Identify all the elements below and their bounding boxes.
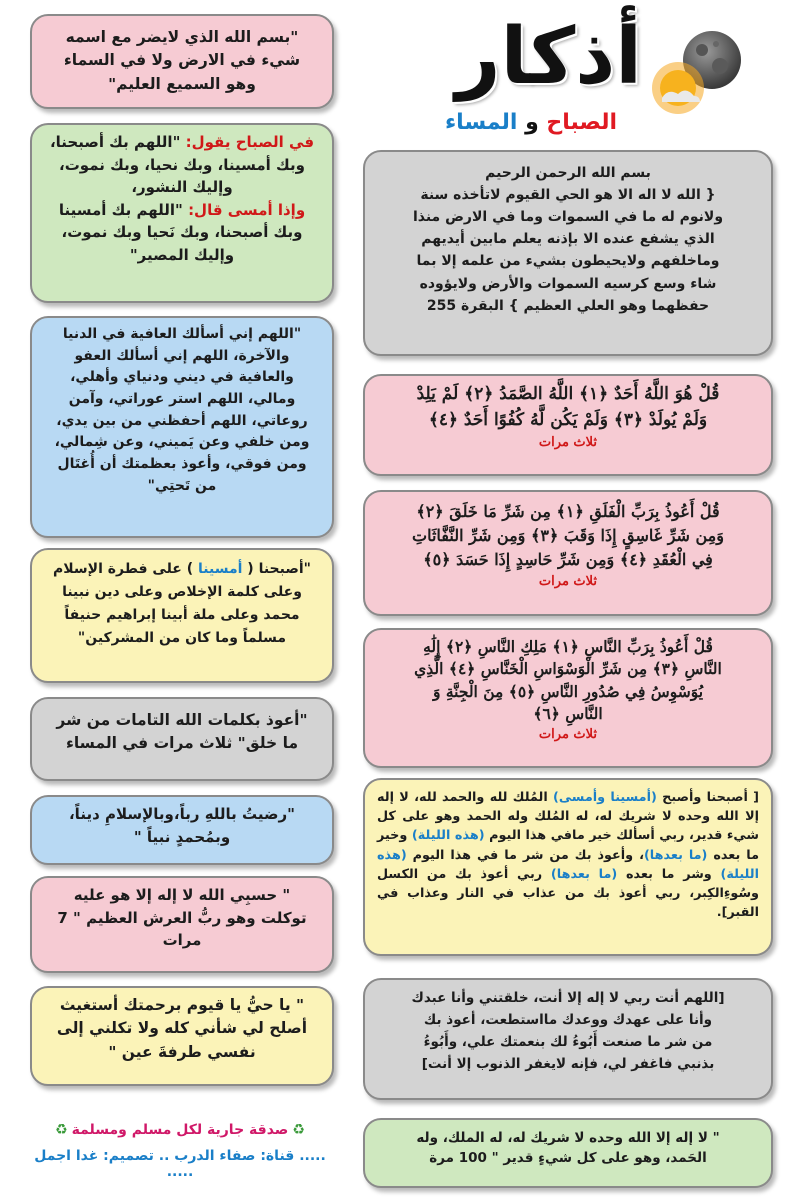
- repeat-count: ثلاث مرات: [538, 574, 598, 589]
- card-line: من تَحتِي": [147, 477, 217, 494]
- dhikr-card-kalimat: [30, 697, 334, 781]
- card-line: قُلْ هُوَ اللَّهُ أَحَدٌ ﴿١﴾ اللَّهُ الصَّمَدُ ﴿٢﴾ لَمْ يَلِدْ: [416, 384, 720, 404]
- dhikr-card-asbahna-mulk: [363, 778, 773, 956]
- dhikr-card-raditu: [30, 795, 334, 865]
- card-line: قُلْ أَعُوذُ بِرَبِّ الْفَلَقِ ﴿١﴾ مِن شَرِّ مَا خَلَقَ ﴿٢﴾: [416, 502, 720, 521]
- recycle-icon: ♻: [292, 1122, 305, 1138]
- card-line: وبمُحمدٍ نبياً ": [133, 827, 231, 846]
- surah-falaq-card: [363, 490, 773, 616]
- card-text: ربي أعوذ بك من الكسل وسُوءِالكِبر، ربي أعوذ بك من عذاب في النار وعذاب في القبر].: [377, 866, 759, 921]
- title-morning: الصباح: [546, 110, 617, 135]
- card-line: وهو السميع العليم": [108, 74, 256, 93]
- card-line: [42, 199, 322, 222]
- highlight-text: (هذه الليلة): [411, 828, 485, 844]
- card-line: روعاتي، اللهم أحفظني من بين يدي،: [56, 412, 308, 429]
- card-line: نفسي طرفةَ عين ": [108, 1042, 256, 1061]
- card-line: [42, 131, 322, 154]
- card-line: أصلح لي شأني كله ولا تكلني إلى: [56, 1019, 308, 1038]
- card-text: "أصبحنا (: [247, 561, 311, 577]
- card-text: وخير ما بعده: [377, 828, 759, 863]
- card-line: والعافية في ديني ودنياي وأهلي،: [70, 369, 294, 386]
- card-line: النَّاسِ ﴿٦﴾: [533, 704, 603, 724]
- card-line: { الله لا اله الا هو الحي القيوم لاتأخذه سنة: [420, 187, 716, 204]
- card-line: محمد وعلى ملة أبينا إبراهيم حنيفاً: [64, 607, 300, 624]
- card-line: فِي الْعُقَدِ ﴿٤﴾ وَمِن شَرِّ حَاسِدٍ إِذَا حَسَدَ ﴿٥﴾: [423, 550, 713, 569]
- highlight-text: (هذه الليلة): [377, 847, 759, 882]
- surah-ikhlas-card: [363, 374, 773, 476]
- page-title: أذكار: [455, 12, 642, 102]
- card-line: [اللهم أنت ربي لا إله إلا أنت، خلقتني وأنا عبدك: [411, 990, 725, 1006]
- card-line: وعلى كلمة الإخلاص وعلى دين نبينا: [62, 584, 302, 601]
- surah-nas-card: [363, 628, 773, 768]
- page-subtitle: [445, 110, 617, 135]
- footer-credits: ..... قناة: صفاء الدرب .. تصميم: غدا اجمل .....: [34, 1148, 326, 1180]
- evening-label: وإذا أمسى قال:: [188, 200, 306, 219]
- card-line: ولانوم له ما في السموات وما في الارض منذا: [412, 209, 724, 226]
- card-text: وشر ما بعده: [617, 866, 721, 882]
- dhikr-card-hasbiya: [30, 876, 334, 973]
- card-line: " لا إله إلا الله وحده لا شريك له، له الملك، وله: [416, 1130, 720, 1146]
- card-text: المُلك لله والحمد لله، لا إله إلا الله وحده لا شريك له، له المُلك وله الحمد وهو على كل شيء قدير، ربي أسألك خير مافي هذا اليوم: [377, 790, 759, 844]
- highlight-text: (أمسينا وأمسى): [553, 790, 657, 805]
- card-line: " حسبِي الله لا إله إلا هو عليه: [73, 886, 291, 904]
- card-text: [ أصبحنا وأصبح: [656, 790, 759, 805]
- highlight-text: (ما بعدها): [643, 847, 708, 863]
- card-line: وَلَمْ يُولَدْ ﴿٣﴾ وَلَمْ يَكُن لَّهُ كُفُوًا أَحَدٌ ﴿٤﴾: [428, 409, 708, 430]
- card-text: "اللهم بك أمسينا: [58, 200, 183, 219]
- footer: [30, 1122, 330, 1180]
- card-line: "بسم الله الذي لايضر مع اسمه: [65, 28, 299, 46]
- card-line: وماخلفهم ولايحيطون بشيء من علمه إلا بما: [416, 253, 720, 270]
- card-line: والآخرة، اللهم إني أسألك العفو: [74, 347, 290, 364]
- dhikr-card-sayyid-istighfar: [363, 978, 773, 1100]
- recycle-icon: ♻: [55, 1122, 68, 1138]
- card-line: الحَمد، وهو على كل شيءٍ قدير " 100 مرة: [429, 1150, 707, 1167]
- footer-sadaqa: [30, 1122, 330, 1138]
- card-text: ، وأعوذ بك من شر ما في هذا اليوم: [406, 847, 644, 863]
- card-line: "رضيتُ باللهِ رباً،وبالإسلامِ ديناً،: [68, 805, 295, 823]
- card-line: يُوَسْوِسُ فِي صُدُورِ النَّاسِ ﴿٥﴾ مِنَ الْجِنَّةِ وَ: [432, 681, 704, 701]
- dhikr-card-morning-evening: [30, 123, 334, 303]
- card-line: وإليك المصير": [129, 245, 235, 264]
- repeat-count: ثلاث مرات: [538, 435, 598, 450]
- card-line: وبك أمسينا، وبك نحيا، وبك نموت،: [59, 155, 305, 174]
- card-line: "اللهم إني أسألك العافية في الدنيا: [62, 326, 302, 342]
- card-line: من شر ما صنعت أَبُوءُ لك بنعمتك علي، وأَبُوءُ: [423, 1033, 713, 1050]
- card-line: النَّاسِ ﴿٣﴾ مِن شَرِّ الْوَسْوَاسِ الْخَنَّاسِ ﴿٤﴾ الَّذِي: [414, 659, 722, 679]
- card-line: وإليك النشور،: [131, 178, 233, 196]
- card-text: "اللهم بك أصبحنا،: [49, 133, 181, 151]
- footer-text: صدقة جارية لكل مسلم ومسلمة: [71, 1122, 289, 1138]
- morning-label: في الصباح يقول:: [185, 133, 315, 151]
- title-and: و: [525, 110, 539, 135]
- repeat-count: ثلاث مرات: [538, 726, 598, 742]
- card-line: وأنا على عهدك ووعدك مااستطعت، أعوذ بك: [423, 1011, 713, 1028]
- dhikr-card-ayat-kursi: [363, 150, 773, 356]
- card-line: مسلماً وما كان من المشركين": [77, 630, 287, 647]
- card-line: مرات: [162, 931, 202, 949]
- card-line: شيء في الارض ولا في السماء: [63, 51, 301, 70]
- card-line: قُلْ أَعُوذُ بِرَبِّ النَّاسِ ﴿١﴾ مَلِكِ النَّاسِ ﴿٢﴾ إِلَٰهِ: [423, 637, 713, 656]
- card-line: "أعوذ بكلمات الله التامات من شر: [56, 711, 308, 729]
- highlight-text: أمسينا: [193, 561, 248, 577]
- sun-icon: [648, 58, 708, 118]
- dhikr-card-ya-hayyu: [30, 986, 334, 1086]
- card-line: وَمِن شَرِّ غَاسِقٍ إِذَا وَقَبَ ﴿٣﴾ وَمِن شَرِّ النَّفَّاثَاتِ: [412, 526, 724, 545]
- dhikr-card-fitra: [30, 548, 334, 683]
- card-line: [42, 558, 322, 581]
- dhikr-card-afiya: [30, 316, 334, 538]
- dhikr-card-bismillah: [30, 14, 334, 109]
- highlight-text: (ما بعدها): [550, 866, 618, 882]
- title-evening: المساء: [444, 110, 518, 135]
- card-line: وبك أصبحنا، وبك نَحيا وبك نموت،: [61, 223, 303, 241]
- card-line: ومن فوقي، وأعوذ بعظمتك أن أُغتَال: [57, 456, 307, 473]
- card-line: ما خلق" ثلاث مرات في المساء: [65, 734, 299, 753]
- dhikr-card-tahlil: [363, 1118, 773, 1188]
- card-line: توكلت وهو ربُّ العرش العظيم " 7: [57, 908, 307, 927]
- card-line: حفظهما وهو العلي العظيم } البقرة 255: [426, 297, 710, 314]
- card-line: شاء وسع كرسيه السموات والأرض ولايؤوده: [419, 275, 717, 292]
- card-line: الذي يشفع عنده الا بإذنه يعلم مابين أيديهم: [421, 231, 715, 248]
- card-line: ومن خلفي وعن يَميني، وعن شِمالي،: [54, 434, 310, 451]
- card-line: " يا حيُّ يا قيوم برحمتك أستغيث: [59, 996, 305, 1014]
- title-block: [392, 12, 792, 143]
- card-line: ومالي، اللهم استر عوراتي، وآمن: [68, 391, 296, 408]
- card-line: بسم الله الرحمن الرحيم: [485, 165, 651, 181]
- card-text: ) على فطرة الإسلام: [53, 561, 194, 577]
- card-line: بذنبي فاغفر لي، فإنه لايغفر الذنوب إلا أنت]: [421, 1055, 715, 1072]
